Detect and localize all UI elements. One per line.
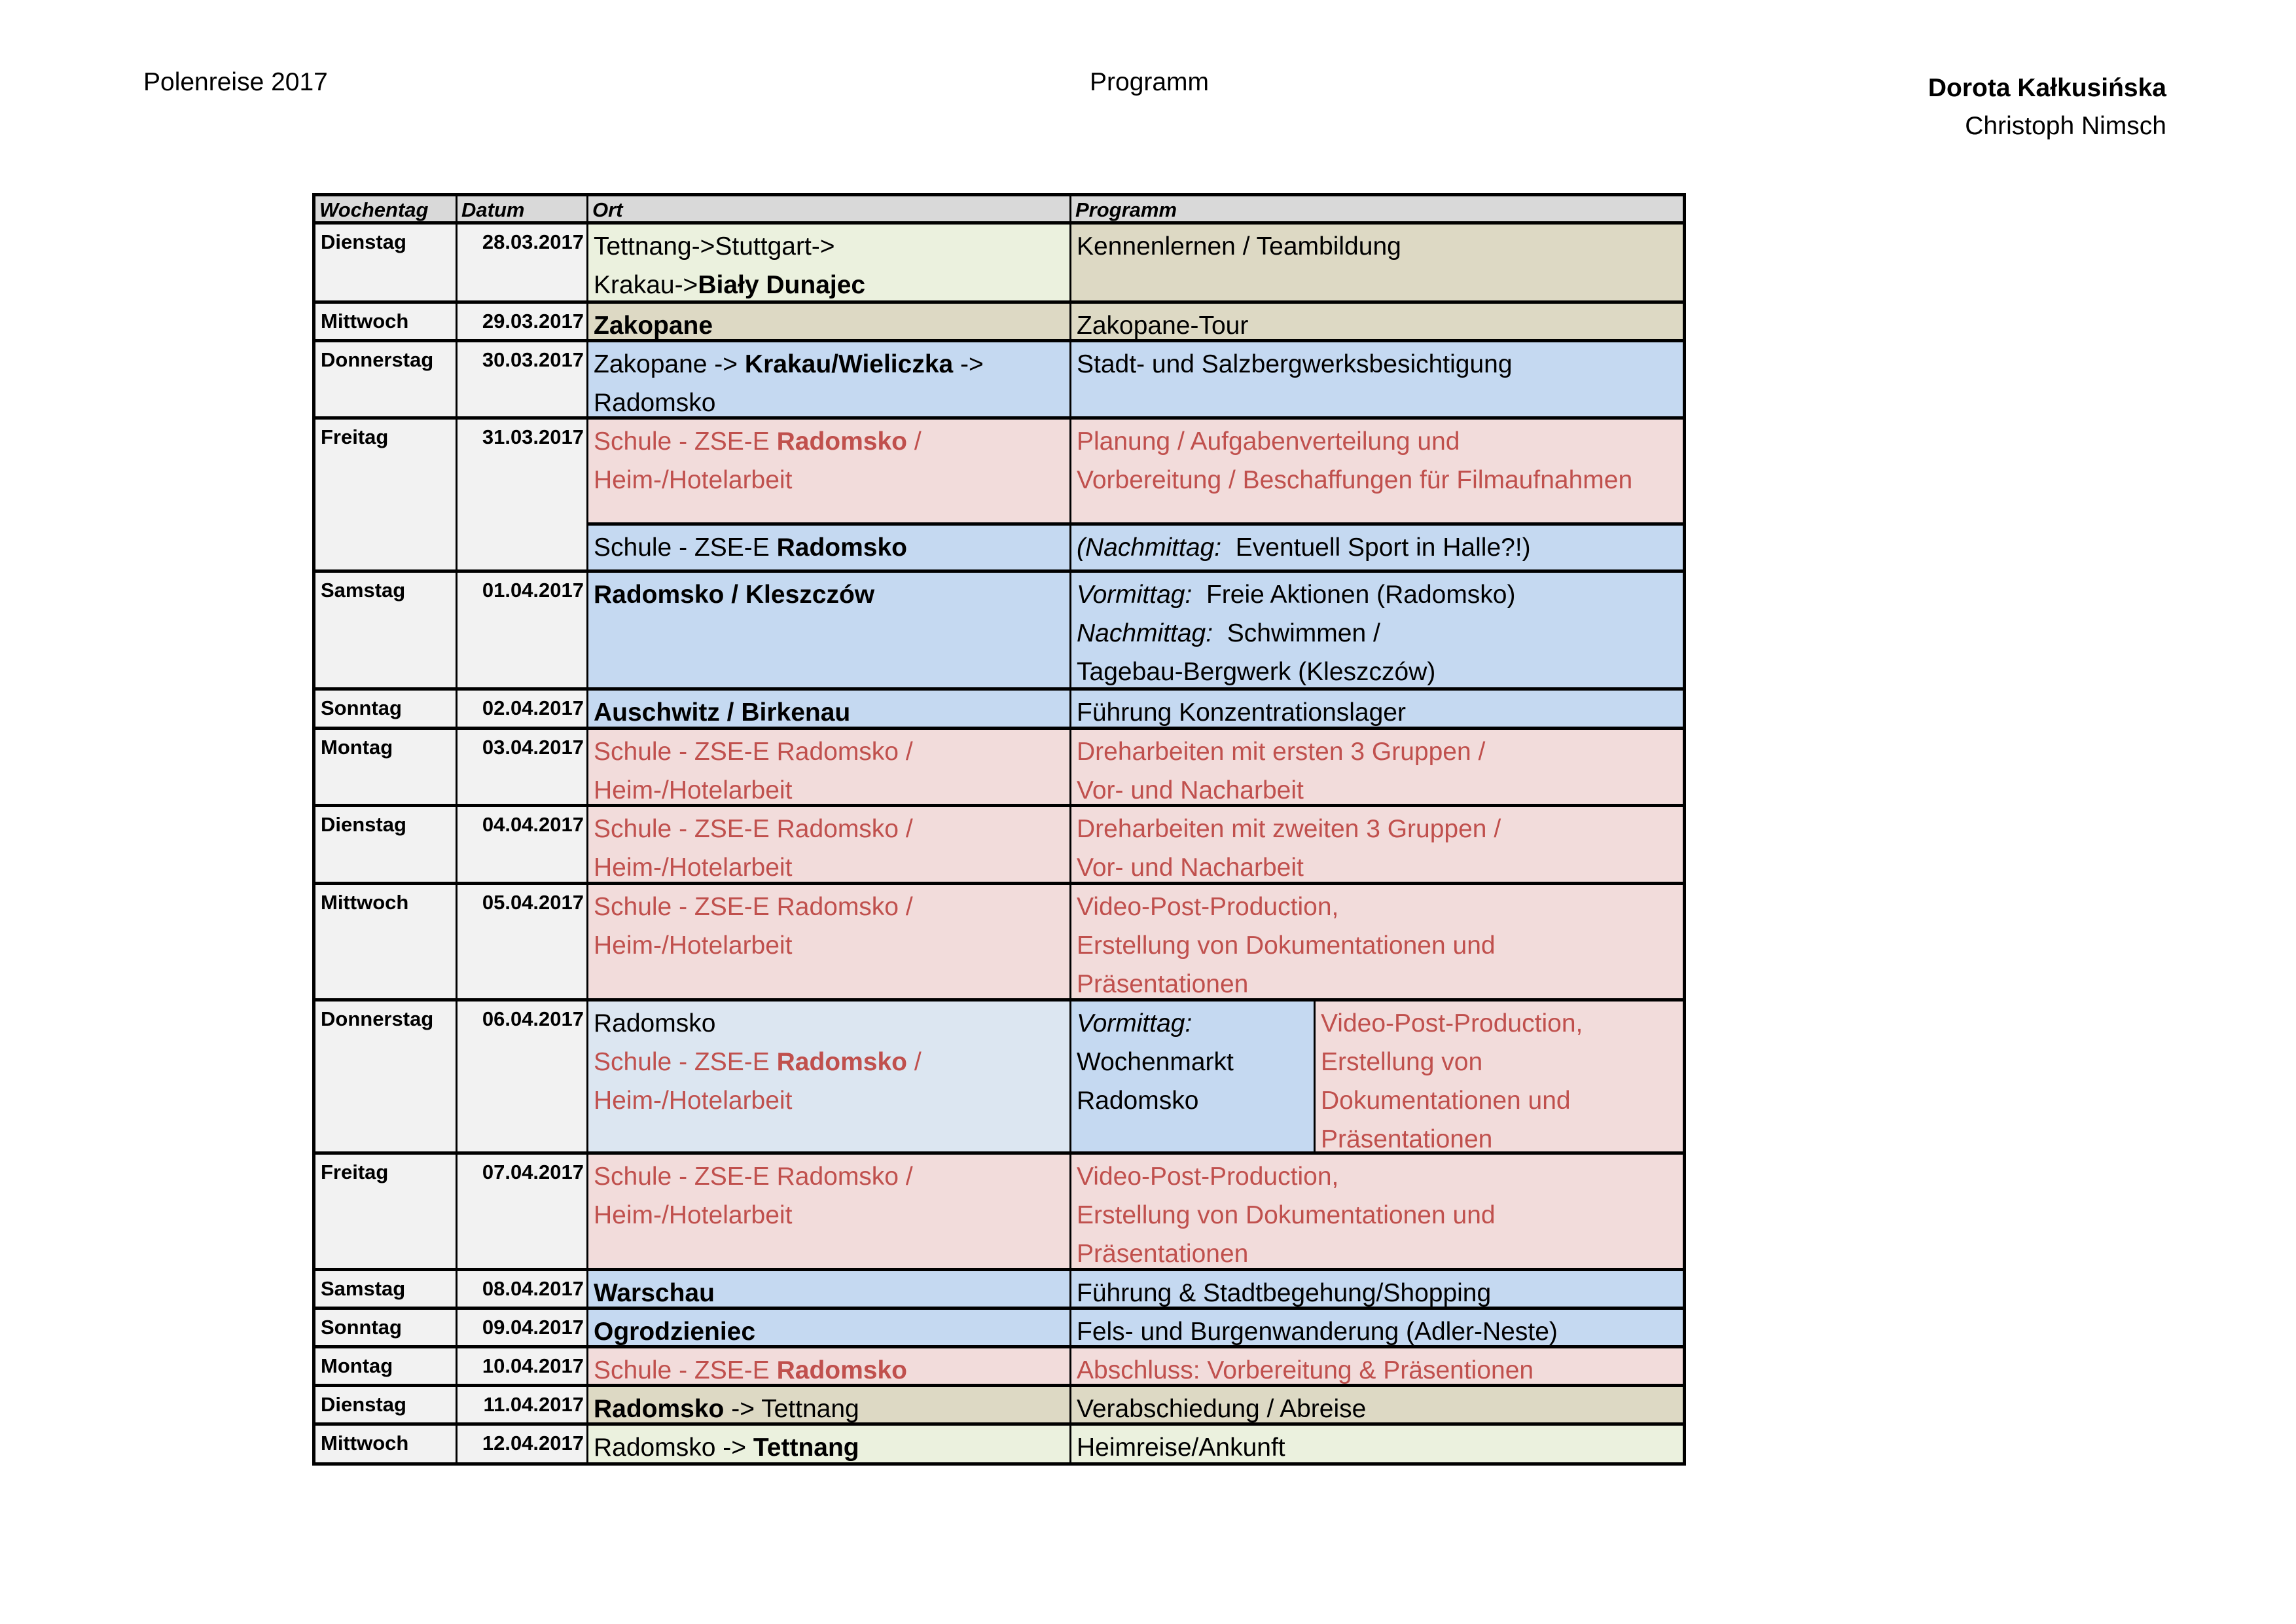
program-line: Vor- und Nacharbeit [1077,854,1304,882]
weekday-cell: Donnerstag [315,1001,457,1151]
authors [1928,69,2166,145]
program-label: Nachmittag: [1077,619,1213,647]
program-cell-afternoon [1316,1001,1683,1151]
program-line: Radomsko [1077,1087,1199,1115]
weekday-cell: Freitag [315,1155,457,1268]
location-highlight: Radomsko [594,1395,725,1422]
program-subcell [1071,420,1683,522]
location-line: Schule - ZSE-E Radomsko / [594,893,913,921]
program-line: Video-Post-Production, [1077,893,1339,921]
program-line: Dreharbeiten mit ersten 3 Gruppen / [1077,738,1486,766]
date-cell: 10.04.2017 [457,1348,588,1384]
location-cell [588,730,1071,804]
program-line: Dokumentationen und [1321,1087,1571,1115]
program-cell: Führung & Stadtbegehung/Shopping [1071,1271,1683,1307]
date-cell: 06.04.2017 [457,1001,588,1151]
program-line: Dreharbeiten mit zweiten 3 Gruppen / [1077,815,1501,843]
date-cell: 30.03.2017 [457,342,588,416]
location-line: / [906,1048,922,1076]
location-line: Schule - ZSE-E Radomsko / [594,1163,913,1191]
table-row [312,342,1686,420]
program-line: Tagebau-Bergwerk (Kleszczów) [1077,658,1436,686]
date-cell: 31.03.2017 [457,420,588,569]
program-cell [1071,807,1683,882]
location-cell [588,420,1071,569]
location-cell: Auschwitz / Birkenau [588,691,1071,727]
date-cell: 05.04.2017 [457,885,588,998]
location-cell [588,885,1071,998]
program-line: Erstellung von Dokumentationen und [1077,1201,1496,1229]
table-row [312,304,1686,342]
location-line: Schule - ZSE-E [594,427,777,456]
location-line: Radomsko -> [594,1434,753,1462]
table-row [312,730,1686,807]
program-cell-morning [1071,1001,1316,1151]
date-cell: 29.03.2017 [457,304,588,339]
location-line: Schule - ZSE-E [594,1356,777,1384]
program-cell [1071,420,1683,569]
program-cell [1071,730,1683,804]
weekday-cell: Donnerstag [315,342,457,416]
program-label: Vormittag: [1077,581,1193,609]
date-cell: 01.04.2017 [457,573,588,687]
author-1: Dorota Kałkusińska [1928,74,2166,102]
location-highlight: Tettnang [753,1434,859,1462]
program-line: Wochenmarkt [1077,1048,1234,1076]
location-highlight: Radomsko [776,1048,907,1076]
weekday-cell: Montag [315,730,457,804]
weekday-cell: Mittwoch [315,885,457,998]
location-line: Zakopane -> [594,350,745,378]
date-cell: 11.04.2017 [457,1387,588,1422]
program-cell [1071,225,1683,300]
program-cell: Verabschiedung / Abreise [1071,1387,1683,1422]
location-line: -> Tettnang [724,1395,859,1422]
location-line: Schule - ZSE-E [594,1048,777,1076]
table-row [312,885,1686,1001]
table-row [312,691,1686,730]
doc-title: Polenreise 2017 [143,68,328,96]
program-line: Eventuell Sport in Halle?!) [1221,533,1531,562]
table-header [312,193,1686,225]
table-row [312,807,1686,885]
column-header-ort: Ort [588,196,1071,221]
program-subcell [1071,522,1683,569]
location-cell [588,807,1071,882]
date-cell: 09.04.2017 [457,1310,588,1345]
location-line: Schule - ZSE-E Radomsko / [594,738,913,766]
location-cell [588,1426,1071,1462]
location-cell: Radomsko / Kleszczów [588,573,1071,687]
program-label: (Nachmittag: [1077,533,1222,562]
location-cell [588,1001,1071,1151]
location-line: Heim-/Hotelarbeit [594,466,793,494]
program-label: Vormittag: [1077,1009,1193,1038]
program-line: Vorbereitung / Beschaffungen für Filmaufnahmen [1077,466,1633,494]
weekday-cell: Sonntag [315,691,457,727]
program-line: Freie Aktionen (Radomsko) [1192,581,1516,609]
weekday-cell: Dienstag [315,1387,457,1422]
program-cell [1071,1155,1683,1268]
program-line: Schwimmen / [1213,619,1380,647]
table-row [312,1348,1686,1387]
location-line: Schule - ZSE-E [594,533,777,562]
table-row [312,1271,1686,1310]
program-cell: Zakopane-Tour [1071,304,1683,339]
location-cell: Ogrodzieniec [588,1310,1071,1345]
location-cell [588,342,1071,416]
table-row [312,1310,1686,1348]
program-line: Erstellung von Dokumentationen und [1077,931,1496,960]
location-line: Heim-/Hotelarbeit [594,1201,793,1229]
weekday-cell: Freitag [315,420,457,569]
program-line: Präsentationen [1321,1125,1493,1151]
column-header-wochentag: Wochentag [315,196,457,221]
table-row [312,420,1686,573]
location-line: Heim-/Hotelarbeit [594,931,793,960]
location-line: Heim-/Hotelarbeit [594,1087,793,1115]
program-line: Video-Post-Production, [1321,1009,1583,1038]
program-cell [1071,573,1683,687]
table-row [312,1426,1686,1466]
location-line: Heim-/Hotelarbeit [594,854,793,882]
location-line: Tettnang->Stuttgart-> [594,232,835,261]
weekday-cell: Mittwoch [315,1426,457,1462]
location-cell [588,1387,1071,1422]
program-line: Planung / Aufgabenverteilung und [1077,427,1460,456]
weekday-cell: Montag [315,1348,457,1384]
column-header-datum: Datum [457,196,588,221]
weekday-cell: Samstag [315,1271,457,1307]
location-highlight: Biały Dunajec [698,271,866,299]
location-cell [588,225,1071,300]
author-2: Christoph Nimsch [1965,112,2166,140]
location-line: Heim-/Hotelarbeit [594,776,793,804]
doc-subtitle: Programm [1090,68,1210,96]
program-line: Video-Post-Production, [1077,1163,1339,1191]
table-row [312,1001,1686,1155]
date-cell: 07.04.2017 [457,1155,588,1268]
date-cell: 04.04.2017 [457,807,588,882]
location-subcell [588,522,1069,569]
location-line: Krakau-> [594,271,698,299]
column-header-programm: Programm [1071,196,1683,221]
location-line: -> [953,350,984,378]
location-subcell [588,420,1069,522]
program-line: Vor- und Nacharbeit [1077,776,1304,804]
location-cell: Zakopane [588,304,1071,339]
program-line: Kennenlernen / Teambildung [1077,232,1401,261]
program-cell [1071,885,1683,998]
location-highlight: Radomsko [776,1356,907,1384]
weekday-cell: Dienstag [315,225,457,300]
location-line: Radomsko [594,1009,716,1038]
location-line: / [906,427,922,456]
weekday-cell: Mittwoch [315,304,457,339]
program-cell: Führung Konzentrationslager [1071,691,1683,727]
program-line: Erstellung von [1321,1048,1483,1076]
weekday-cell: Sonntag [315,1310,457,1345]
program-line: Präsentationen [1077,1240,1249,1268]
date-cell: 08.04.2017 [457,1271,588,1307]
program-cell: Heimreise/Ankunft [1071,1426,1683,1462]
table-row [312,573,1686,691]
location-cell [588,1155,1071,1268]
location-highlight: Radomsko [776,533,907,562]
location-highlight: Krakau/Wieliczka [744,350,954,378]
program-cell: Stadt- und Salzbergwerksbesichtigung [1071,342,1683,416]
date-cell: 02.04.2017 [457,691,588,727]
date-cell: 12.04.2017 [457,1426,588,1462]
table-row [312,1155,1686,1271]
location-highlight: Radomsko [776,427,907,456]
location-line: Schule - ZSE-E Radomsko / [594,815,913,843]
location-line: Radomsko [594,389,716,416]
weekday-cell: Samstag [315,573,457,687]
schedule-table [312,193,1686,1466]
location-cell [588,1348,1071,1384]
location-cell: Warschau [588,1271,1071,1307]
date-cell: 03.04.2017 [457,730,588,804]
program-cell: Fels- und Burgenwanderung (Adler-Neste) [1071,1310,1683,1345]
table-row [312,1387,1686,1426]
program-cell: Abschluss: Vorbereitung & Präsentionen [1071,1348,1683,1384]
date-cell: 28.03.2017 [457,225,588,300]
program-line: Präsentationen [1077,970,1249,998]
weekday-cell: Dienstag [315,807,457,882]
table-row [312,225,1686,304]
